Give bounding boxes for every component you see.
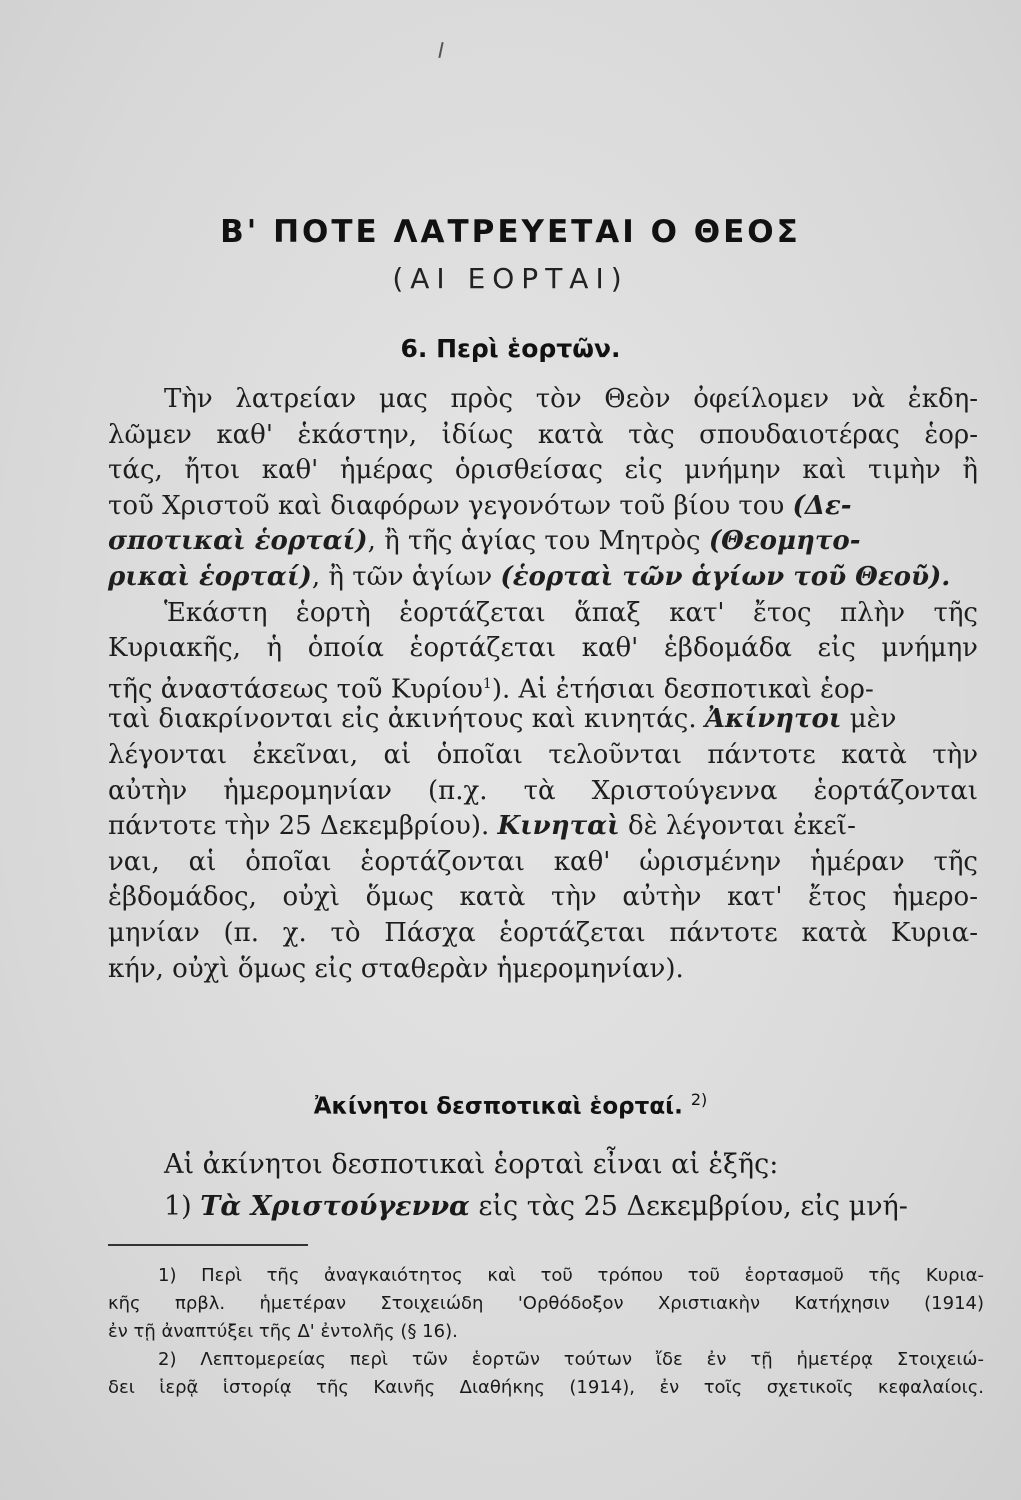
text-line: αὐτὴν ἡμερομηνίαν (π.χ. τὰ Χριστούγεννα ἑορτάζονται	[108, 775, 978, 806]
text-span: , ἢ τῶν ἁγίων	[311, 561, 501, 592]
footnote-divider	[108, 1244, 308, 1246]
text-line	[108, 489, 978, 525]
emphasis-span: σποτικαὶ ἑορταί)	[108, 526, 368, 557]
footnote-ref: 2)	[690, 1090, 708, 1109]
footnote-line: ἐν τῇ ἀναπτύξει τῆς Δ' ἐντολῆς (§ 16).	[108, 1321, 458, 1342]
text-span: , ἢ τῆς ἁγίας του Μητρὸς	[367, 526, 709, 557]
chapter-subtitle: (ΑΙ ΕΟΡΤΑΙ)	[392, 262, 629, 295]
emphasis-span: ρικαὶ ἑορταί)	[108, 561, 312, 592]
text-line: λέγονται ἐκεῖναι, αἱ ὁποῖαι τελοῦνται πάντοτε κατὰ τὴν	[108, 739, 978, 770]
text-line: Κυριακῆς, ἡ ὁποία ἑορτάζεται καθ' ἑβδομάδα εἰς μνήμην	[108, 633, 978, 664]
chapter-title: Β' ΠΟΤΕ ΛΑΤΡΕΥΕΤΑΙ Ο ΘΕΟΣ	[220, 214, 801, 250]
section-title: 6. Περὶ ἑορτῶν.	[400, 334, 621, 363]
emphasis-span: (Θεομητο-	[708, 526, 861, 557]
footnote-line: κῆς πρβλ. ἡμετέραν Στοιχειώδη 'Ορθόδοξον Χριστιακὴν Κατήχησιν (1914)	[108, 1293, 984, 1314]
emphasis-span: (ἑορταὶ τῶν ἁγίων τοῦ Θεοῦ).	[500, 561, 951, 592]
text-line: τάς, ἤτοι καθ' ἡμέρας ὁρισθείσας εἰς μνήμην καὶ τιμὴν ἢ	[108, 455, 978, 486]
intro-text	[108, 1144, 978, 1228]
text-line: Τὴν λατρείαν μας πρὸς τὸν Θεὸν ὀφείλομεν νὰ ἐκδη-	[164, 384, 978, 414]
text-span: τῆς ἀναστάσεως τοῦ Κυρίου	[108, 674, 483, 705]
list-number: 1)	[164, 1191, 201, 1222]
emphasis-span: Τὰ Χριστούγεννα	[200, 1191, 470, 1222]
emphasis-span: Ἀκίνητοι	[704, 704, 842, 735]
footnote-line: 2) Λεπτομερείας περὶ τῶν ἑορτῶν τούτων ἴδε ἐν τῇ ἡμετέρᾳ Στοιχειώ-	[158, 1349, 984, 1370]
text-line: λῶμεν καθ' ἑκάστην, ἰδίως κατὰ τὰς σπουδαιοτέρας ἑορ-	[108, 419, 978, 450]
text-span: ). Αἱ ἐτήσιαι δεσποτικαὶ ἑορ-	[491, 674, 874, 705]
text-line: Ἑκάστη ἑορτὴ ἑορτάζεται ἅπαξ κατ' ἔτος πλὴν τῆς	[164, 597, 978, 628]
text-line	[108, 560, 978, 596]
text-line	[108, 524, 978, 560]
text-line	[108, 667, 978, 703]
main-text	[108, 382, 978, 987]
footnotes	[108, 1262, 984, 1402]
text-line: κήν, οὐχὶ ὅμως εἰς σταθερὰν ἡμερομηνίαν).	[108, 953, 684, 984]
text-line: μηνίαν (π. χ. τὸ Πάσχα ἑορτάζεται πάντοτε κατὰ Κυρια-	[108, 917, 978, 948]
text-span: ταὶ διακρίνονται εἰς ἀκινήτους καὶ κινητάς.	[108, 704, 705, 735]
text-line: Αἱ ἀκίνητοι δεσποτικαὶ ἑορταὶ εἶναι αἱ ἑξῆς:	[164, 1149, 779, 1180]
text-line	[108, 1186, 978, 1228]
stray-pencil-mark	[438, 42, 443, 58]
text-span: εἰς τὰς 25 Δεκεμβρίου, εἰς μνή-	[469, 1191, 908, 1222]
footnote-line: δει ἱερᾷ ἱστορίᾳ τῆς Καινῆς Διαθήκης (1914), ἐν τοῖς σχετικοῖς κεφαλαίοις.	[108, 1377, 984, 1398]
text-line: ἑβδομάδος, οὐχὶ ὅμως κατὰ τὴν αὐτὴν κατ' ἔτος ἡμερο-	[108, 882, 978, 913]
emphasis-span: (Δε-	[792, 490, 852, 521]
text-line	[108, 809, 978, 845]
text-line: ναι, αἱ ὁποῖαι ἑορτάζονται καθ' ὡρισμένην ἡμέραν τῆς	[108, 846, 978, 877]
emphasis-span: Κινηταὶ	[497, 811, 620, 842]
text-line	[108, 702, 978, 738]
subsection-title-text: Ἀκίνητοι δεσποτικαὶ ἑορταί.	[313, 1093, 683, 1120]
text-span: μὲν	[841, 704, 897, 735]
footnote-ref: 1	[482, 675, 492, 692]
text-span: τοῦ Χριστοῦ καὶ διαφόρων γεγονότων τοῦ βίου του	[108, 490, 793, 521]
text-span: πάντοτε τὴν 25 Δεκεμβρίου).	[108, 811, 498, 842]
footnote-line: 1) Περὶ τῆς ἀναγκαιότητος καὶ τοῦ τρόπου τοῦ ἑορτασμοῦ τῆς Κυρια-	[158, 1265, 984, 1286]
text-span: δὲ λέγονται ἐκεῖ-	[619, 811, 856, 842]
subsection-title	[0, 1090, 1021, 1120]
